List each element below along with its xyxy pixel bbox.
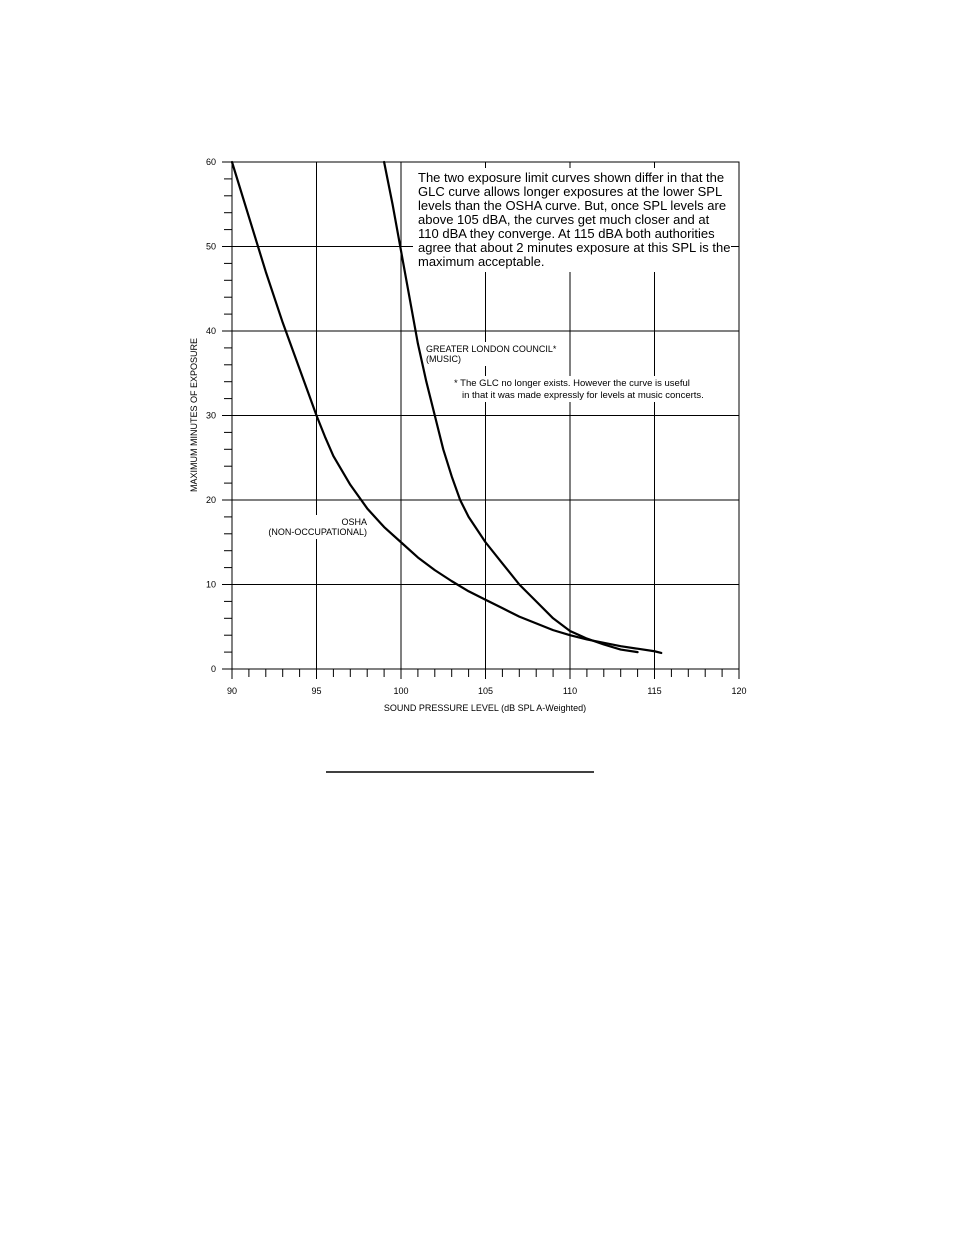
y-tick-label: 50 — [205, 241, 216, 252]
annotation-line: The two exposure limit curves shown differ in that the — [418, 170, 725, 185]
annotation-text — [418, 170, 730, 269]
annotation-line: levels than the OSHA curve. But, once SPL levels are — [418, 198, 727, 213]
x-tick-label: 90 — [226, 686, 238, 696]
x-tick-label: 100 — [393, 686, 409, 696]
annotation-line: 110 dBA they converge. At 115 dBA both authorities — [418, 226, 715, 241]
osha-curve-label: OSHA — [341, 517, 367, 527]
y-tick-label: 20 — [205, 495, 216, 505]
y-tick-label: 40 — [205, 326, 216, 336]
y-tick-label: 30 — [205, 410, 216, 421]
y-axis-title: MAXIMUM MINUTES OF EXPOSURE — [189, 337, 199, 493]
footnote-line: in that it was made expressly for levels at music concerts. — [462, 390, 704, 401]
annotation-line: maximum acceptable. — [418, 254, 545, 269]
annotation-line: above 105 dBA, the curves get much closer and at — [418, 212, 710, 227]
x-tick-label: 115 — [647, 686, 662, 696]
x-tick-label: 120 — [731, 686, 747, 696]
y-tick-label: 60 — [205, 157, 216, 167]
x-tick-label: 110 — [562, 686, 578, 696]
glc-curve-label: GREATER LONDON COUNCIL* — [426, 344, 557, 354]
footnote-line: * The GLC no longer exists. However the curve is useful — [454, 378, 690, 389]
x-tick-label: 105 — [477, 686, 494, 696]
glc-curve-sublabel: (MUSIC) — [426, 354, 461, 364]
y-tick-label: 10 — [205, 579, 216, 590]
annotation-line: GLC curve allows longer exposures at the lower SPL — [418, 184, 723, 199]
annotation-line: agree that about 2 minutes exposure at this SPL is the — [418, 240, 731, 255]
y-tick-label: 0 — [210, 664, 216, 674]
osha-curve-sublabel: (NON-OCCUPATIONAL) — [268, 527, 367, 537]
x-axis-title: SOUND PRESSURE LEVEL (dB SPL A-Weighted) — [383, 703, 587, 713]
x-tick-label: 95 — [311, 686, 322, 696]
